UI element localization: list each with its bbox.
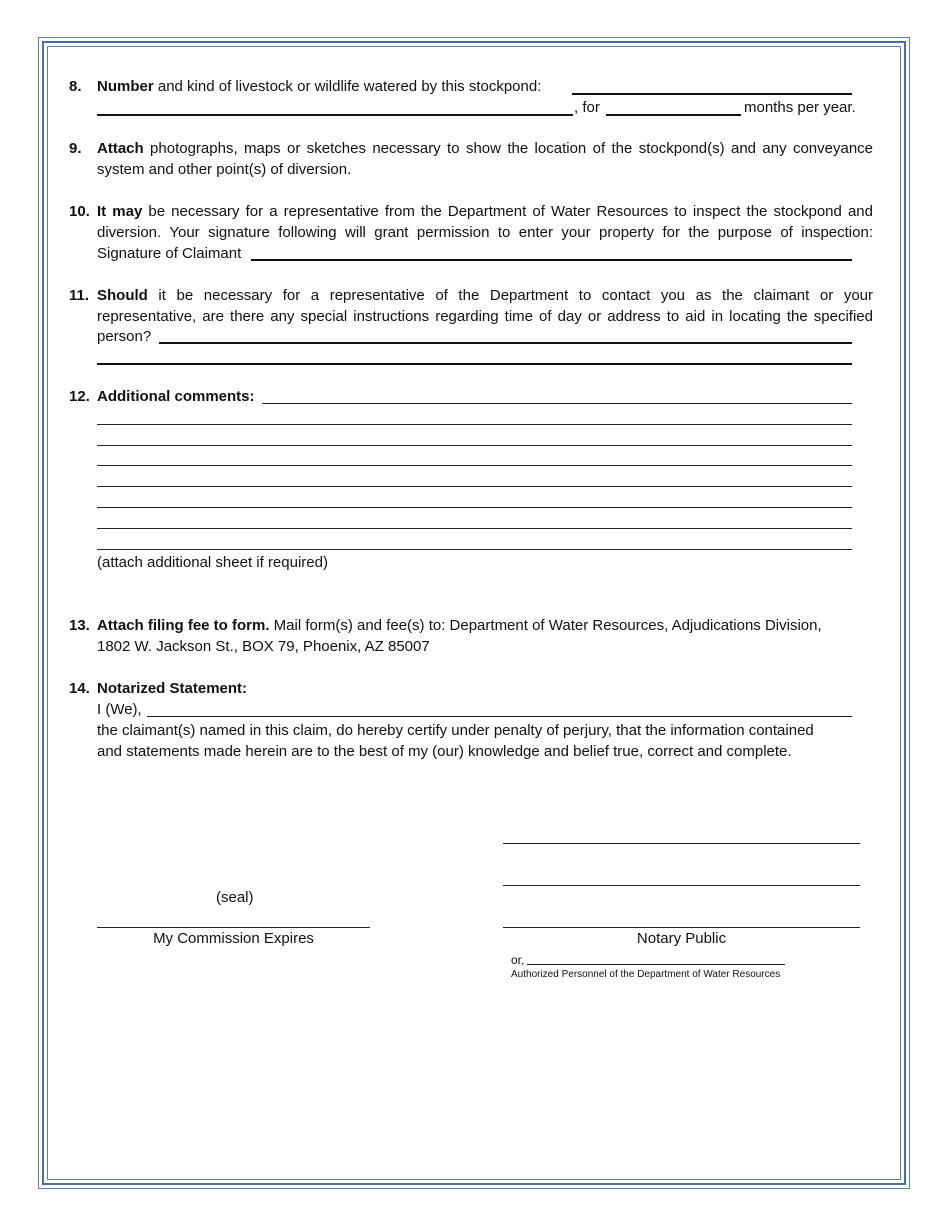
notary-signature-line-2[interactable] bbox=[503, 885, 860, 886]
or-label: or, bbox=[511, 953, 525, 967]
item-8-for: , for bbox=[574, 99, 600, 116]
item-8-text bbox=[97, 76, 541, 97]
special-instructions-line-2[interactable] bbox=[97, 363, 852, 365]
item-14-line-1: the claimant(s) named in this claim, do hereby certify under penalty of perjury, that the information contained bbox=[97, 722, 814, 739]
attach-additional-sheet-note: (attach additional sheet if required) bbox=[97, 554, 328, 571]
item-10-number: 10. bbox=[69, 203, 90, 220]
item-9-line-1 bbox=[97, 138, 873, 159]
item-9-line-2: system and other point(s) of diversion. bbox=[97, 161, 352, 178]
item-14-line-2: and statements made herein are to the best of my (our) knowledge and belief true, correct and complete. bbox=[97, 743, 792, 760]
i-we-label: I (We), bbox=[97, 701, 142, 718]
additional-comments-label: Additional comments: bbox=[97, 388, 255, 405]
seal-label: (seal) bbox=[216, 889, 254, 906]
item-8-prompt: and kind of livestock or wildlife watered by this stockpond: bbox=[153, 78, 542, 95]
special-instructions-line-1[interactable] bbox=[159, 342, 852, 344]
authorized-personnel-line[interactable] bbox=[527, 964, 785, 965]
comments-line-8[interactable] bbox=[97, 549, 852, 550]
item-11-line-2: representative, are there any special instructions regarding time of day or address to aid in locating the specified bbox=[97, 308, 873, 325]
comments-line-5[interactable] bbox=[97, 486, 852, 487]
months-per-year-line[interactable] bbox=[606, 114, 741, 116]
item-8-bold: Number bbox=[97, 78, 154, 95]
item-13-bold: Attach filing fee to form. bbox=[97, 617, 270, 634]
item-9-text-1: photographs, maps or sketches necessary to show the location of the stockpond(s) and any conveyance bbox=[143, 140, 873, 157]
claimant-names-line[interactable] bbox=[147, 716, 852, 717]
item-10-line-1 bbox=[97, 201, 873, 222]
notarized-statement-label: Notarized Statement: bbox=[97, 680, 248, 697]
item-14-number: 14. bbox=[69, 680, 90, 697]
item-12-number: 12. bbox=[69, 388, 90, 405]
comments-line-1[interactable] bbox=[262, 403, 852, 404]
item-9-number: 9. bbox=[69, 140, 82, 157]
item-8-number: 8. bbox=[69, 78, 82, 95]
item-13-line-1 bbox=[97, 615, 822, 636]
item-13-address: 1802 W. Jackson St., BOX 79, Phoenix, AZ 85007 bbox=[97, 638, 430, 655]
notary-signature-line-1[interactable] bbox=[503, 843, 860, 844]
item-8-months: months per year. bbox=[744, 99, 856, 116]
livestock-kind-line-2[interactable] bbox=[97, 114, 573, 116]
comments-line-6[interactable] bbox=[97, 507, 852, 508]
item-11-bold: Should bbox=[97, 287, 148, 304]
item-11-line-3: person? bbox=[97, 328, 152, 345]
item-10-text-1: be necessary for a representative from the Department of Water Resources to inspect the stockpond and bbox=[142, 203, 873, 220]
item-10-line-2: diversion. Your signature following will grant permission to enter your property for the purpose of inspection: bbox=[97, 224, 873, 241]
livestock-kind-line-1[interactable] bbox=[572, 93, 852, 95]
item-13-number: 13. bbox=[69, 617, 90, 634]
commission-expires-label: My Commission Expires bbox=[153, 930, 314, 947]
comments-line-7[interactable] bbox=[97, 528, 852, 529]
item-10-bold: It may bbox=[97, 203, 143, 220]
authorized-personnel-label: Authorized Personnel of the Department of Water Resources bbox=[511, 969, 781, 980]
item-11-text-1: it be necessary for a representative of the Department to contact you as the claimant or your bbox=[147, 287, 873, 304]
comments-line-3[interactable] bbox=[97, 445, 852, 446]
item-11-number: 11. bbox=[69, 287, 90, 304]
notary-public-label: Notary Public bbox=[636, 930, 727, 947]
item-13-text-1: Mail form(s) and fee(s) to: Department of Water Resources, Adjudications Division, bbox=[269, 617, 822, 634]
signature-of-claimant-line[interactable] bbox=[251, 259, 852, 261]
item-9-bold: Attach bbox=[97, 140, 144, 157]
item-11-line-1 bbox=[97, 285, 873, 306]
comments-line-4[interactable] bbox=[97, 465, 852, 466]
comments-line-2[interactable] bbox=[97, 424, 852, 425]
signature-of-claimant-label: Signature of Claimant bbox=[97, 245, 242, 262]
